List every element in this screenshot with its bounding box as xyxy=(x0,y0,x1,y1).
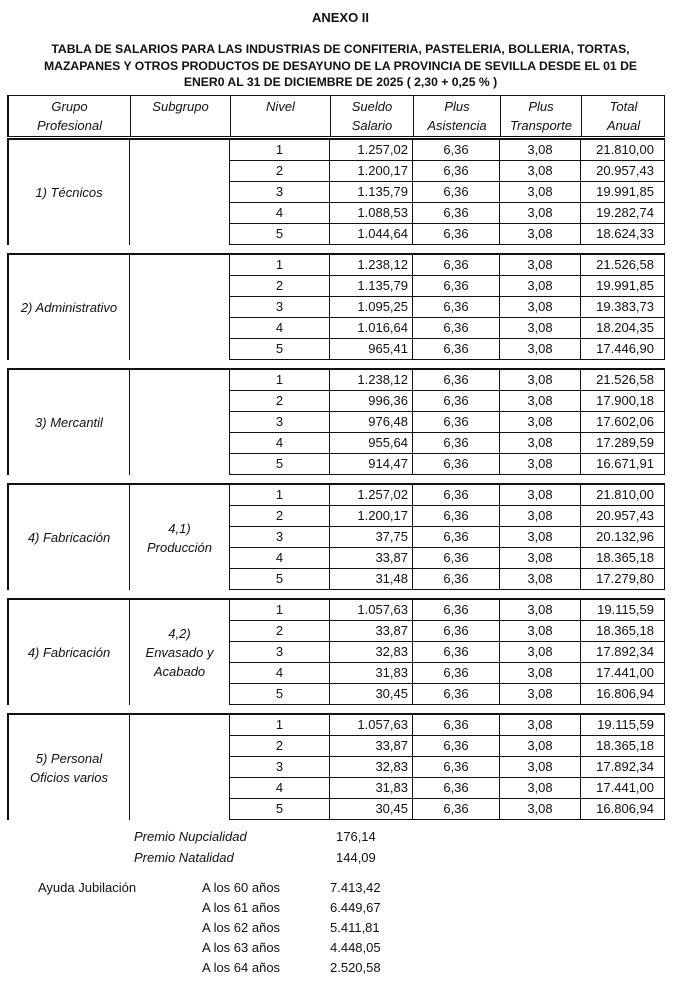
plus-asistencia-cell: 6,36 xyxy=(413,412,500,432)
table-row xyxy=(230,642,665,663)
group-block xyxy=(7,483,665,590)
sueldo-cell: 33,87 xyxy=(330,548,413,568)
subgroup-name xyxy=(130,485,230,590)
plus-transporte-cell: 3,08 xyxy=(500,339,581,359)
table-row xyxy=(230,224,665,245)
plus-transporte-cell: 3,08 xyxy=(500,569,581,589)
plus-transporte-cell: 3,08 xyxy=(500,318,581,338)
jubilacion-age: A los 61 años xyxy=(202,900,281,915)
total-anual-cell: 16.671,91 xyxy=(581,454,665,474)
group-rows xyxy=(230,255,665,360)
header-text: Anual xyxy=(606,118,641,133)
subgroup-name xyxy=(130,370,230,475)
nivel-cell: 3 xyxy=(230,297,330,317)
plus-transporte-cell: 3,08 xyxy=(500,506,581,526)
total-anual-cell: 19.115,59 xyxy=(581,715,665,735)
plus-transporte-cell: 3,08 xyxy=(500,600,581,620)
plus-transporte-cell: 3,08 xyxy=(500,715,581,735)
plus-asistencia-cell: 6,36 xyxy=(413,224,500,244)
plus-asistencia-cell: 6,36 xyxy=(413,715,500,735)
jubilacion-age: A los 63 años xyxy=(202,940,281,955)
table-row xyxy=(230,778,665,799)
header-sueldo-salario xyxy=(330,96,413,136)
plus-asistencia-cell: 6,36 xyxy=(413,318,500,338)
plus-asistencia-cell: 6,36 xyxy=(413,255,500,275)
plus-transporte-cell: 3,08 xyxy=(500,527,581,547)
plus-transporte-cell: 3,08 xyxy=(500,663,581,683)
total-anual-cell: 16.806,94 xyxy=(581,684,665,704)
total-anual-cell: 19.115,59 xyxy=(581,600,665,620)
total-anual-cell: 18.365,18 xyxy=(581,736,665,756)
plus-asistencia-cell: 6,36 xyxy=(413,297,500,317)
table-subtitle xyxy=(20,41,661,91)
group-name xyxy=(9,715,130,820)
sueldo-cell: 33,87 xyxy=(330,736,413,756)
table-row xyxy=(230,161,665,182)
total-anual-cell: 17.279,80 xyxy=(581,569,665,589)
group-block xyxy=(7,713,665,820)
total-anual-cell: 21.810,00 xyxy=(581,140,665,160)
header-total-anual xyxy=(581,96,665,136)
plus-transporte-cell: 3,08 xyxy=(500,454,581,474)
plus-asistencia-cell: 6,36 xyxy=(413,621,500,641)
header-plus-transporte xyxy=(500,96,581,136)
sueldo-cell: 1.257,02 xyxy=(330,140,413,160)
total-anual-cell: 18.624,33 xyxy=(581,224,665,244)
sueldo-cell: 1.238,12 xyxy=(330,255,413,275)
total-anual-cell: 21.810,00 xyxy=(581,485,665,505)
plus-asistencia-cell: 6,36 xyxy=(413,454,500,474)
table-row xyxy=(230,370,665,391)
sueldo-cell: 1.200,17 xyxy=(330,506,413,526)
table-row xyxy=(230,736,665,757)
header-grupo-profesional xyxy=(9,96,130,136)
sueldo-cell: 1.044,64 xyxy=(330,224,413,244)
sueldo-cell: 37,75 xyxy=(330,527,413,547)
plus-asistencia-cell: 6,36 xyxy=(413,182,500,202)
table-row xyxy=(230,600,665,621)
plus-asistencia-cell: 6,36 xyxy=(413,203,500,223)
plus-transporte-cell: 3,08 xyxy=(500,736,581,756)
nivel-cell: 5 xyxy=(230,224,330,244)
total-anual-cell: 18.365,18 xyxy=(581,548,665,568)
plus-transporte-cell: 3,08 xyxy=(500,391,581,411)
sueldo-cell: 31,83 xyxy=(330,778,413,798)
nivel-cell: 4 xyxy=(230,663,330,683)
plus-asistencia-cell: 6,36 xyxy=(413,548,500,568)
table-header xyxy=(7,95,665,137)
plus-asistencia-cell: 6,36 xyxy=(413,778,500,798)
sueldo-cell: 33,87 xyxy=(330,621,413,641)
sueldo-cell: 32,83 xyxy=(330,642,413,662)
header-text: Plus xyxy=(444,99,470,114)
nivel-cell: 2 xyxy=(230,391,330,411)
plus-transporte-cell: 3,08 xyxy=(500,370,581,390)
total-anual-cell: 17.441,00 xyxy=(581,663,665,683)
total-anual-cell: 17.289,59 xyxy=(581,433,665,453)
group-rows xyxy=(230,140,665,245)
plus-asistencia-cell: 6,36 xyxy=(413,391,500,411)
group-rows xyxy=(230,485,665,590)
sueldo-cell: 31,48 xyxy=(330,569,413,589)
plus-asistencia-cell: 6,36 xyxy=(413,506,500,526)
total-anual-cell: 17.900,18 xyxy=(581,391,665,411)
total-anual-cell: 18.204,35 xyxy=(581,318,665,338)
subtitle-line: TABLA DE SALARIOS PARA LAS INDUSTRIAS DE CONFITERIA, PASTELERIA, BOLLERIA, TORTAS, xyxy=(51,42,630,56)
total-anual-cell: 17.441,00 xyxy=(581,778,665,798)
plus-asistencia-cell: 6,36 xyxy=(413,161,500,181)
sueldo-cell: 976,48 xyxy=(330,412,413,432)
nivel-cell: 2 xyxy=(230,276,330,296)
group-name-line: 3) Mercantil xyxy=(35,415,103,430)
group-name-line: 2) Administrativo xyxy=(20,300,118,315)
nivel-cell: 1 xyxy=(230,715,330,735)
sueldo-cell: 955,64 xyxy=(330,433,413,453)
plus-asistencia-cell: 6,36 xyxy=(413,569,500,589)
table-row xyxy=(230,255,665,276)
jubilacion-value: 6.449,67 xyxy=(330,900,381,915)
header-subgrupo xyxy=(130,96,230,136)
sueldo-cell: 996,36 xyxy=(330,391,413,411)
table-row xyxy=(230,621,665,642)
plus-transporte-cell: 3,08 xyxy=(500,778,581,798)
subgroup-name xyxy=(130,255,230,360)
subgroup-line: Envasado y xyxy=(145,645,214,660)
table-row xyxy=(230,569,665,590)
total-anual-cell: 17.602,06 xyxy=(581,412,665,432)
group-rows xyxy=(230,715,665,820)
header-text: Transporte xyxy=(510,118,572,133)
page-title: ANEXO II xyxy=(311,10,370,25)
sueldo-cell: 1.057,63 xyxy=(330,715,413,735)
group-name-line: 5) Personal xyxy=(35,750,103,766)
premio-natalidad-label: Premio Natalidad xyxy=(134,850,234,865)
jubilacion-age: A los 62 años xyxy=(202,920,281,935)
subgroup-line: Producción xyxy=(146,539,213,555)
total-anual-cell: 17.892,34 xyxy=(581,642,665,662)
nivel-cell: 2 xyxy=(230,506,330,526)
plus-transporte-cell: 3,08 xyxy=(500,182,581,202)
total-anual-cell: 21.526,58 xyxy=(581,370,665,390)
premio-nupcialidad-value: 176,14 xyxy=(336,829,376,844)
nivel-cell: 3 xyxy=(230,642,330,662)
table-row xyxy=(230,485,665,506)
jubilacion-value: 4.448,05 xyxy=(330,940,381,955)
sueldo-cell: 30,45 xyxy=(330,799,413,819)
total-anual-cell: 17.446,90 xyxy=(581,339,665,359)
premio-natalidad-value: 144,09 xyxy=(336,850,376,865)
nivel-cell: 4 xyxy=(230,433,330,453)
sueldo-cell: 1.095,25 xyxy=(330,297,413,317)
table-row xyxy=(230,433,665,454)
sueldo-cell: 1.200,17 xyxy=(330,161,413,181)
plus-asistencia-cell: 6,36 xyxy=(413,527,500,547)
header-text: Profesional xyxy=(36,118,103,133)
subtitle-line: ENER0 AL 31 DE DICIEMBRE DE 2025 ( 2,30 + 0,25 % ) xyxy=(183,75,498,89)
plus-asistencia-cell: 6,36 xyxy=(413,339,500,359)
table-row xyxy=(230,715,665,736)
header-text: Total xyxy=(609,99,638,114)
subtitle-line: MAZAPANES Y OTROS PRODUCTOS DE DESAYUNO DE LA PROVINCIA DE SEVILLA DESDE EL 01 DE xyxy=(44,58,637,73)
plus-transporte-cell: 3,08 xyxy=(500,548,581,568)
header-text: Sueldo xyxy=(351,99,393,114)
plus-transporte-cell: 3,08 xyxy=(500,140,581,160)
jubilacion-value: 2.520,58 xyxy=(330,960,381,975)
sueldo-cell: 30,45 xyxy=(330,684,413,704)
header-nivel xyxy=(230,96,330,136)
header-text: Subgrupo xyxy=(152,99,209,114)
group-name xyxy=(9,485,130,590)
sueldo-cell: 1.238,12 xyxy=(330,370,413,390)
total-anual-cell: 19.383,73 xyxy=(581,297,665,317)
total-anual-cell: 20.132,96 xyxy=(581,527,665,547)
table-row xyxy=(230,548,665,569)
nivel-cell: 5 xyxy=(230,569,330,589)
nivel-cell: 5 xyxy=(230,684,330,704)
plus-transporte-cell: 3,08 xyxy=(500,799,581,819)
sueldo-cell: 31,83 xyxy=(330,663,413,683)
sueldo-cell: 914,47 xyxy=(330,454,413,474)
sueldo-cell: 32,83 xyxy=(330,757,413,777)
nivel-cell: 4 xyxy=(230,203,330,223)
nivel-cell: 4 xyxy=(230,318,330,338)
group-name-line: 1) Técnicos xyxy=(35,185,103,200)
group-name-line: Oficios varios xyxy=(29,769,109,785)
header-text: Grupo xyxy=(51,99,88,114)
total-anual-cell: 20.957,43 xyxy=(581,161,665,181)
plus-asistencia-cell: 6,36 xyxy=(413,663,500,683)
table-row xyxy=(230,140,665,161)
group-name-line: 4) Fabricación xyxy=(27,645,111,660)
plus-asistencia-cell: 6,36 xyxy=(413,600,500,620)
plus-asistencia-cell: 6,36 xyxy=(413,370,500,390)
nivel-cell: 1 xyxy=(230,255,330,275)
group-name xyxy=(9,370,130,475)
subgroup-line: 4,2) xyxy=(168,626,191,641)
plus-transporte-cell: 3,08 xyxy=(500,255,581,275)
subgroup-line: 4,1) xyxy=(168,520,191,536)
total-anual-cell: 19.991,85 xyxy=(581,276,665,296)
group-rows xyxy=(230,600,665,705)
subgroup-name xyxy=(130,600,230,705)
group-name-line: 4) Fabricación xyxy=(27,530,111,545)
jubilacion-age: A los 60 años xyxy=(202,880,281,895)
table-row xyxy=(230,799,665,820)
ayuda-jubilacion-label: Ayuda Jubilación xyxy=(38,880,137,895)
table-row xyxy=(230,297,665,318)
plus-transporte-cell: 3,08 xyxy=(500,161,581,181)
header-text: Asistencia xyxy=(427,118,487,133)
nivel-cell: 1 xyxy=(230,485,330,505)
premio-nupcialidad-label: Premio Nupcialidad xyxy=(134,829,247,844)
plus-asistencia-cell: 6,36 xyxy=(413,642,500,662)
total-anual-cell: 19.282,74 xyxy=(581,203,665,223)
group-block xyxy=(7,253,665,360)
sueldo-cell: 1.135,79 xyxy=(330,182,413,202)
jubilacion-value: 7.413,42 xyxy=(330,880,381,895)
plus-asistencia-cell: 6,36 xyxy=(413,433,500,453)
nivel-cell: 2 xyxy=(230,621,330,641)
plus-asistencia-cell: 6,36 xyxy=(413,485,500,505)
nivel-cell: 5 xyxy=(230,799,330,819)
nivel-cell: 4 xyxy=(230,778,330,798)
jubilacion-value: 5.411,81 xyxy=(330,920,380,935)
total-anual-cell: 21.526,58 xyxy=(581,255,665,275)
plus-transporte-cell: 3,08 xyxy=(500,757,581,777)
jubilacion-age: A los 64 años xyxy=(202,960,281,975)
total-anual-cell: 19.991,85 xyxy=(581,182,665,202)
nivel-cell: 1 xyxy=(230,140,330,160)
nivel-cell: 4 xyxy=(230,548,330,568)
plus-transporte-cell: 3,08 xyxy=(500,297,581,317)
sueldo-cell: 1.088,53 xyxy=(330,203,413,223)
table-row xyxy=(230,339,665,360)
plus-asistencia-cell: 6,36 xyxy=(413,276,500,296)
total-anual-cell: 17.892,34 xyxy=(581,757,665,777)
table-row xyxy=(230,527,665,548)
plus-transporte-cell: 3,08 xyxy=(500,433,581,453)
header-text: Plus xyxy=(528,99,554,114)
header-text: Salario xyxy=(351,118,393,133)
nivel-cell: 3 xyxy=(230,527,330,547)
header-text: Nivel xyxy=(266,99,295,114)
plus-transporte-cell: 3,08 xyxy=(500,224,581,244)
nivel-cell: 2 xyxy=(230,736,330,756)
total-anual-cell: 16.806,94 xyxy=(581,799,665,819)
plus-transporte-cell: 3,08 xyxy=(500,642,581,662)
nivel-cell: 3 xyxy=(230,182,330,202)
header-plus-asistencia xyxy=(413,96,500,136)
nivel-cell: 2 xyxy=(230,161,330,181)
nivel-cell: 1 xyxy=(230,600,330,620)
sueldo-cell: 965,41 xyxy=(330,339,413,359)
nivel-cell: 1 xyxy=(230,370,330,390)
table-row xyxy=(230,684,665,705)
total-anual-cell: 20.957,43 xyxy=(581,506,665,526)
group-name xyxy=(9,140,130,245)
plus-transporte-cell: 3,08 xyxy=(500,684,581,704)
group-block xyxy=(7,368,665,475)
nivel-cell: 3 xyxy=(230,757,330,777)
plus-asistencia-cell: 6,36 xyxy=(413,757,500,777)
plus-transporte-cell: 3,08 xyxy=(500,276,581,296)
group-name xyxy=(9,600,130,705)
plus-transporte-cell: 3,08 xyxy=(500,412,581,432)
group-block xyxy=(7,138,665,245)
table-row xyxy=(230,276,665,297)
group-rows xyxy=(230,370,665,475)
table-row xyxy=(230,203,665,224)
table-row xyxy=(230,182,665,203)
plus-asistencia-cell: 6,36 xyxy=(413,736,500,756)
plus-transporte-cell: 3,08 xyxy=(500,621,581,641)
plus-transporte-cell: 3,08 xyxy=(500,485,581,505)
sueldo-cell: 1.057,63 xyxy=(330,600,413,620)
table-row xyxy=(230,391,665,412)
group-name xyxy=(9,255,130,360)
sueldo-cell: 1.257,02 xyxy=(330,485,413,505)
table-row xyxy=(230,757,665,778)
table-row xyxy=(230,412,665,433)
table-row xyxy=(230,663,665,684)
nivel-cell: 5 xyxy=(230,454,330,474)
plus-transporte-cell: 3,08 xyxy=(500,203,581,223)
nivel-cell: 3 xyxy=(230,412,330,432)
plus-asistencia-cell: 6,36 xyxy=(413,140,500,160)
subgroup-line: Acabado xyxy=(153,664,206,679)
group-block xyxy=(7,598,665,705)
subgroup-name xyxy=(130,140,230,245)
subgroup-name xyxy=(130,715,230,820)
table-row xyxy=(230,454,665,475)
table-row xyxy=(230,506,665,527)
table-row xyxy=(230,318,665,339)
sueldo-cell: 1.016,64 xyxy=(330,318,413,338)
plus-asistencia-cell: 6,36 xyxy=(413,684,500,704)
total-anual-cell: 18.365,18 xyxy=(581,621,665,641)
sueldo-cell: 1.135,79 xyxy=(330,276,413,296)
plus-asistencia-cell: 6,36 xyxy=(413,799,500,819)
nivel-cell: 5 xyxy=(230,339,330,359)
